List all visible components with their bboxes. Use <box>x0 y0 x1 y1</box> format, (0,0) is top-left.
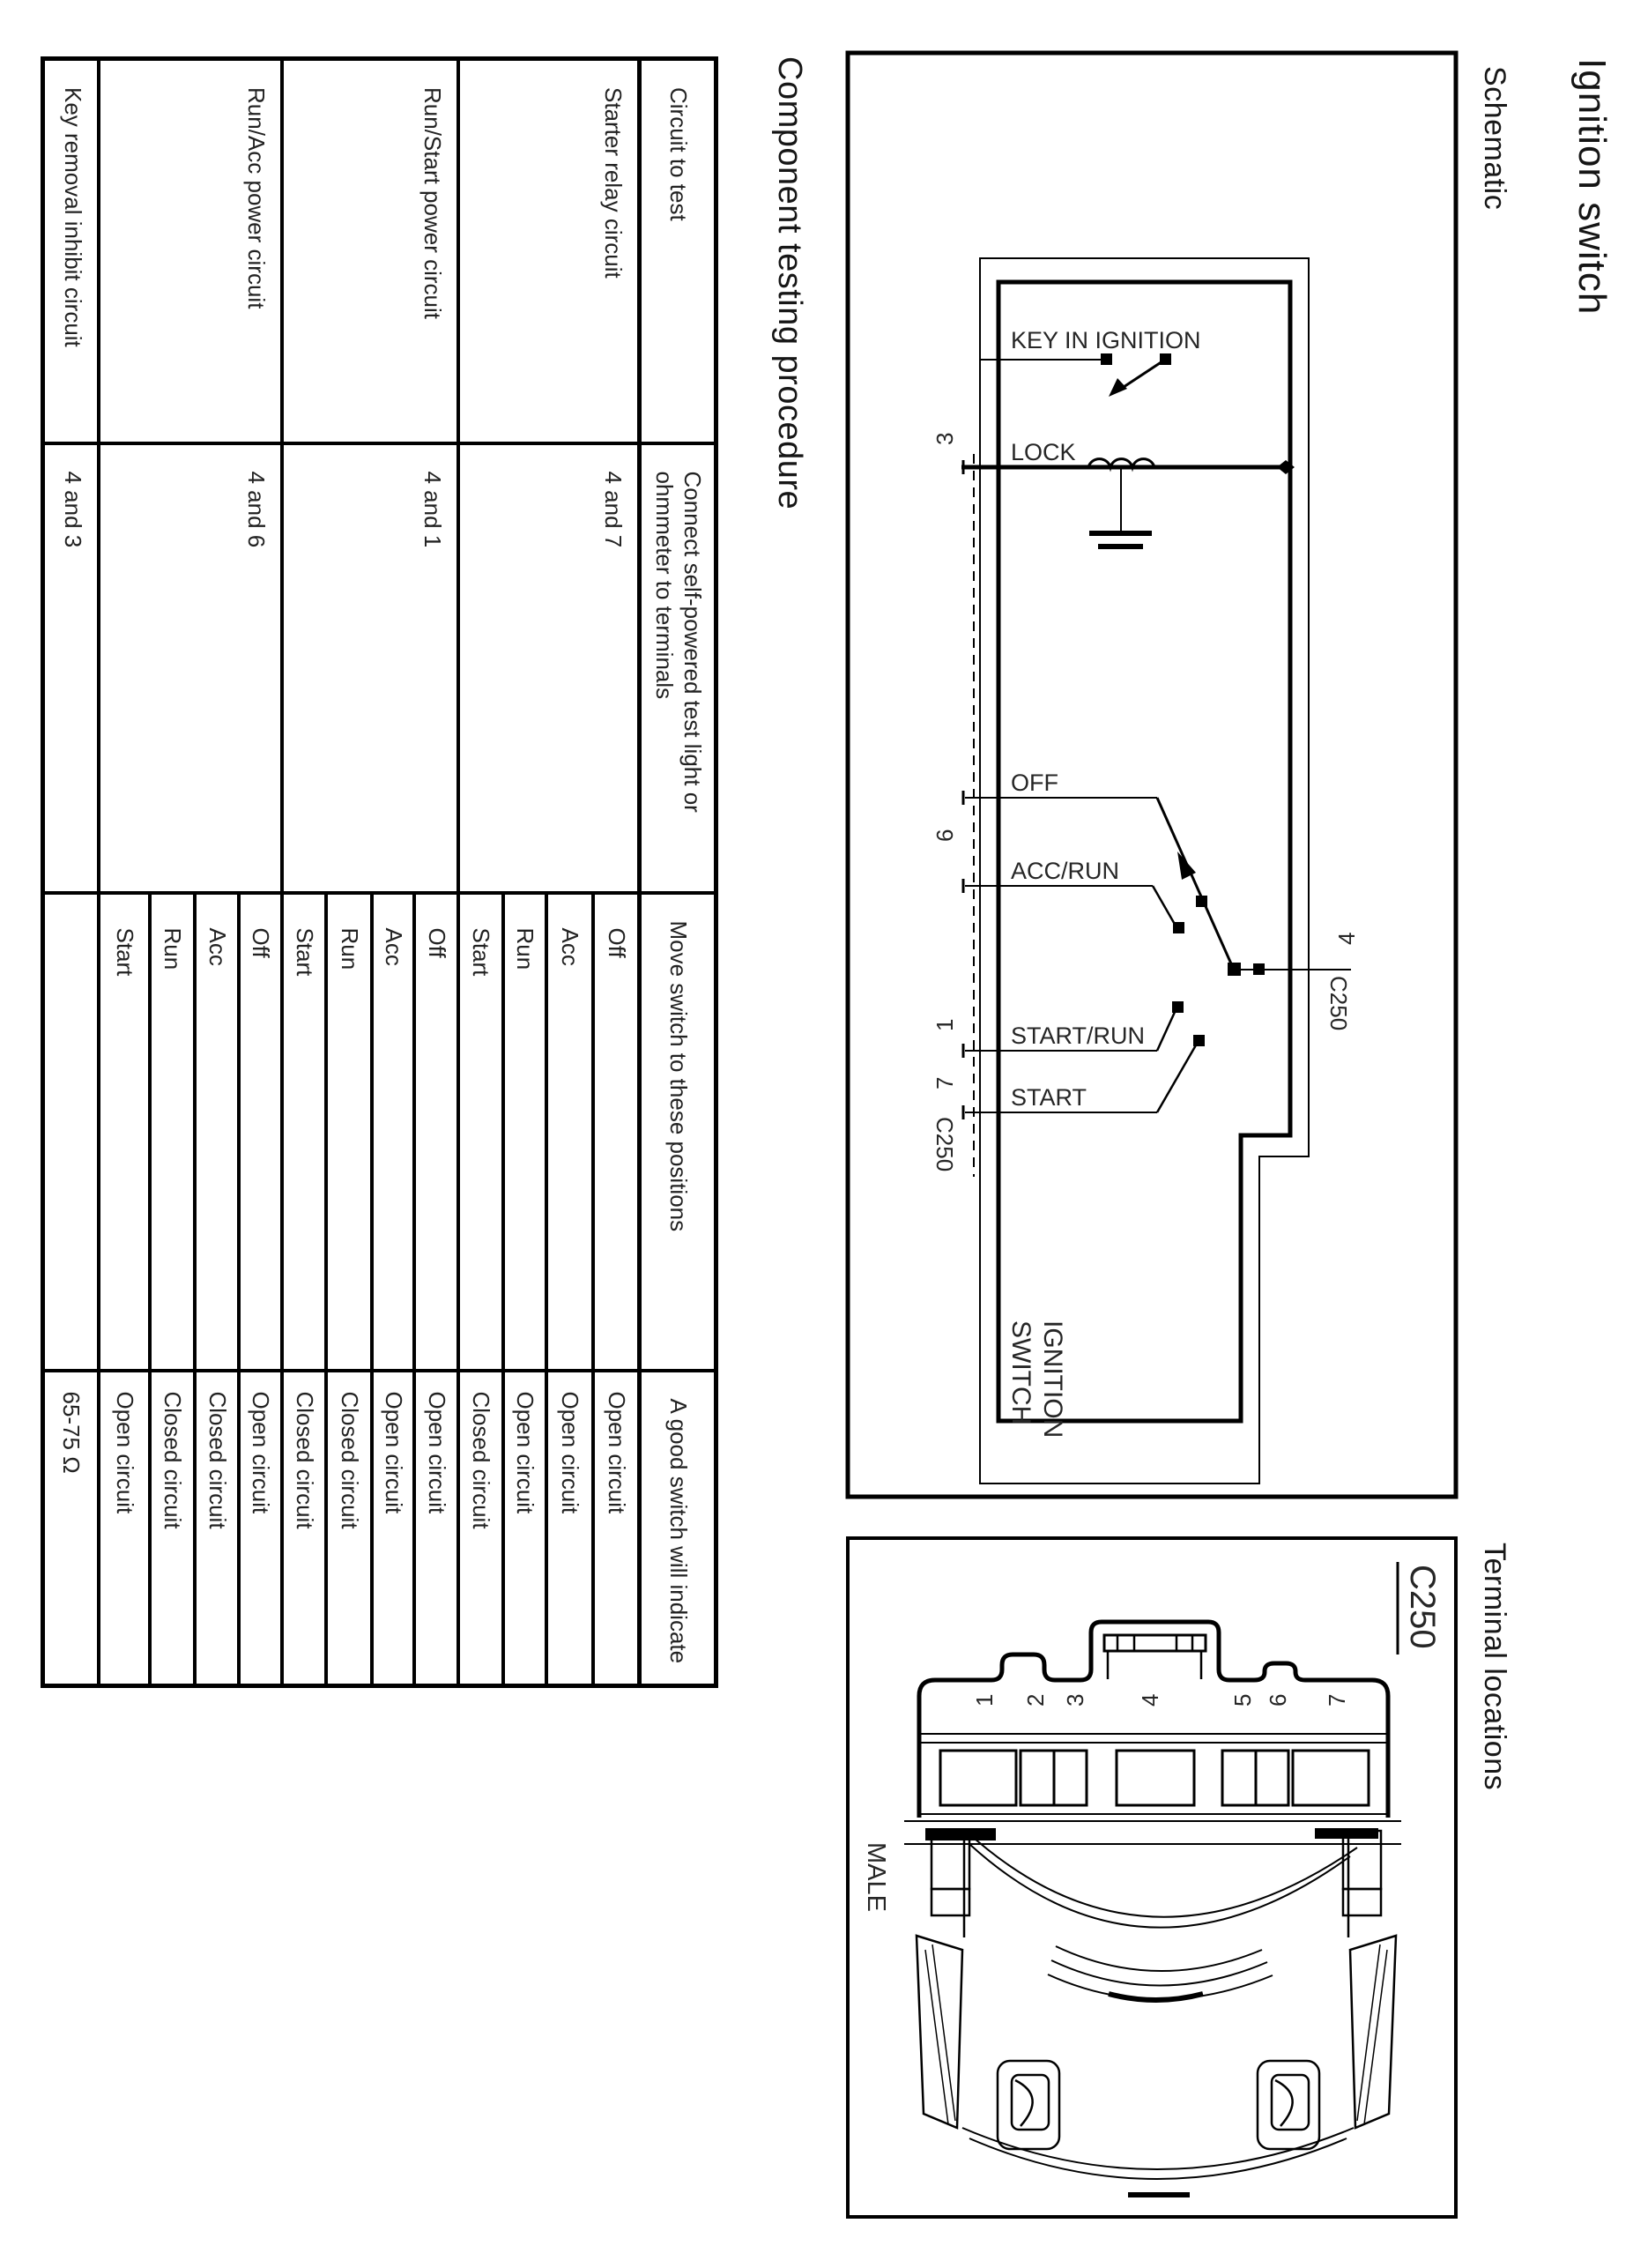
pin-2: 2 <box>1022 1693 1049 1707</box>
switch-position: Run <box>327 893 373 1371</box>
key-in-ignition-label: KEY IN IGNITION <box>1011 327 1201 353</box>
key-in-arm <box>1118 360 1165 390</box>
terminal-3: 3 <box>932 432 958 445</box>
pin-1: 1 <box>971 1693 998 1707</box>
rotor-arm <box>1157 798 1234 970</box>
header-positions: Move switch to these positions <box>640 893 716 1371</box>
spring-arc-2 <box>1051 1960 1267 1986</box>
table-row <box>43 59 100 1686</box>
circuit-terminals: 4 and 7 <box>459 443 640 893</box>
shell-tab-slot <box>1104 1635 1206 1651</box>
left-wing <box>917 1936 962 2128</box>
switch-position: Start <box>459 893 504 1371</box>
expected-result: Open circuit <box>373 1371 415 1686</box>
ignition-switch-label-line1: IGNITION <box>1038 1320 1067 1439</box>
expected-result: Closed circuit <box>283 1371 327 1686</box>
switch-position: Acc <box>547 893 594 1371</box>
switch-position <box>43 893 100 1371</box>
expected-result: 65-75 Ω <box>43 1371 100 1686</box>
switch-position: Off <box>240 893 283 1371</box>
left-wing-detail <box>925 1945 955 2124</box>
right-wing <box>1350 1936 1396 2128</box>
pin-5: 5 <box>1229 1693 1256 1707</box>
terminal-locations-figure <box>848 1538 1456 2217</box>
circuit-name: Run/Acc power circuit <box>100 59 283 443</box>
acc-run-stub <box>1153 886 1177 927</box>
pockets <box>998 2061 1319 2149</box>
pin-slots <box>940 1751 1369 1805</box>
ignition-switch-label-line2: SWITCH <box>1006 1320 1035 1425</box>
schematic-c250-left-label: C250 <box>932 1117 958 1172</box>
right-wing-detail <box>1357 1945 1387 2124</box>
table-row <box>415 59 459 1686</box>
header-indicate: A good switch will indicate <box>640 1371 716 1686</box>
header-circuit: Circuit to test <box>640 59 716 443</box>
terminal-6: 6 <box>932 829 958 842</box>
key-in-contact-dot <box>1101 353 1112 365</box>
spring-arc-3 <box>1048 1974 1273 1999</box>
circuit-name: Run/Start power circuit <box>283 59 459 443</box>
circuit-name: Starter relay circuit <box>459 59 640 443</box>
switch-position: Run <box>151 893 196 1371</box>
terminal-7: 7 <box>932 1076 958 1089</box>
page-title: Ignition switch <box>1570 58 1614 316</box>
lock-label: LOCK <box>1011 439 1076 465</box>
acc-run-label: ACC/RUN <box>1011 858 1120 884</box>
component-testing-heading: Component testing procedure <box>771 56 808 510</box>
start-run-contact <box>1172 1001 1184 1013</box>
switch-position: Start <box>283 893 327 1371</box>
terminal-1: 1 <box>932 1018 958 1031</box>
connector-artwork <box>904 1622 1401 2195</box>
start-label: START <box>1011 1084 1087 1111</box>
table-header-row <box>640 59 716 1686</box>
latch-blocks <box>932 1831 1381 1937</box>
expected-result: Open circuit <box>504 1371 547 1686</box>
terminal-locations-heading: Terminal locations <box>1478 1543 1511 1791</box>
off-label: OFF <box>1011 770 1058 796</box>
circuit-terminals: 4 and 3 <box>43 443 100 893</box>
expected-result: Open circuit <box>240 1371 283 1686</box>
expected-result: Closed circuit <box>196 1371 240 1686</box>
pin-7: 7 <box>1324 1693 1350 1707</box>
expected-result: Open circuit <box>594 1371 640 1686</box>
switch-position: Off <box>415 893 459 1371</box>
key-in-arrowhead <box>1109 378 1127 397</box>
bottom-arc-inner <box>969 2138 1347 2179</box>
spring-arc-thick <box>1109 1994 1203 2000</box>
start-stub <box>1157 1044 1197 1112</box>
expected-result: Open circuit <box>547 1371 594 1686</box>
shell-tab-dividers <box>1108 1635 1201 1679</box>
pin-numbers <box>971 1694 1350 1707</box>
table-row <box>594 59 640 1686</box>
circuit-terminals: 4 and 6 <box>100 443 283 893</box>
connector-id-label: C250 <box>1403 1565 1442 1649</box>
terminal-4: 4 <box>1333 932 1360 945</box>
circuit-name: Key removal inhibit circuit <box>43 59 100 443</box>
pin-3: 3 <box>1062 1693 1088 1707</box>
pin4-edge-dot <box>1253 963 1265 975</box>
expected-result: Closed circuit <box>151 1371 196 1686</box>
switch-position: Off <box>594 893 640 1371</box>
switch-position: Acc <box>196 893 240 1371</box>
table-row <box>240 59 283 1686</box>
expected-result: Open circuit <box>415 1371 459 1686</box>
header-terminals: Connect self-powered test light or ohmmeter to terminals <box>640 443 716 893</box>
schematic-c250-pin4-label: C250 <box>1325 976 1352 1031</box>
terminal-locations-frame <box>848 1538 1456 2217</box>
start-contact <box>1193 1035 1205 1046</box>
start-run-label: START/RUN <box>1011 1022 1146 1049</box>
schematic-figure <box>848 53 1456 1497</box>
rotor-arm-dot <box>1196 896 1207 907</box>
circuit-terminals: 4 and 1 <box>283 443 459 893</box>
spring-arc-1 <box>1056 1946 1262 1971</box>
start-run-stub <box>1157 1010 1176 1051</box>
expected-result: Open circuit <box>100 1371 151 1686</box>
switch-position: Run <box>504 893 547 1371</box>
expected-result: Closed circuit <box>327 1371 373 1686</box>
expected-result: Closed circuit <box>459 1371 504 1686</box>
switch-position: Start <box>100 893 151 1371</box>
acc-run-contact <box>1173 922 1184 933</box>
schematic-heading: Schematic <box>1478 66 1511 211</box>
switch-position: Acc <box>373 893 415 1371</box>
male-label: MALE <box>862 1842 890 1912</box>
testing-table <box>41 56 718 1688</box>
pin-4: 4 <box>1137 1693 1163 1707</box>
schematic-frame <box>848 53 1456 1497</box>
pin-6: 6 <box>1265 1693 1291 1707</box>
